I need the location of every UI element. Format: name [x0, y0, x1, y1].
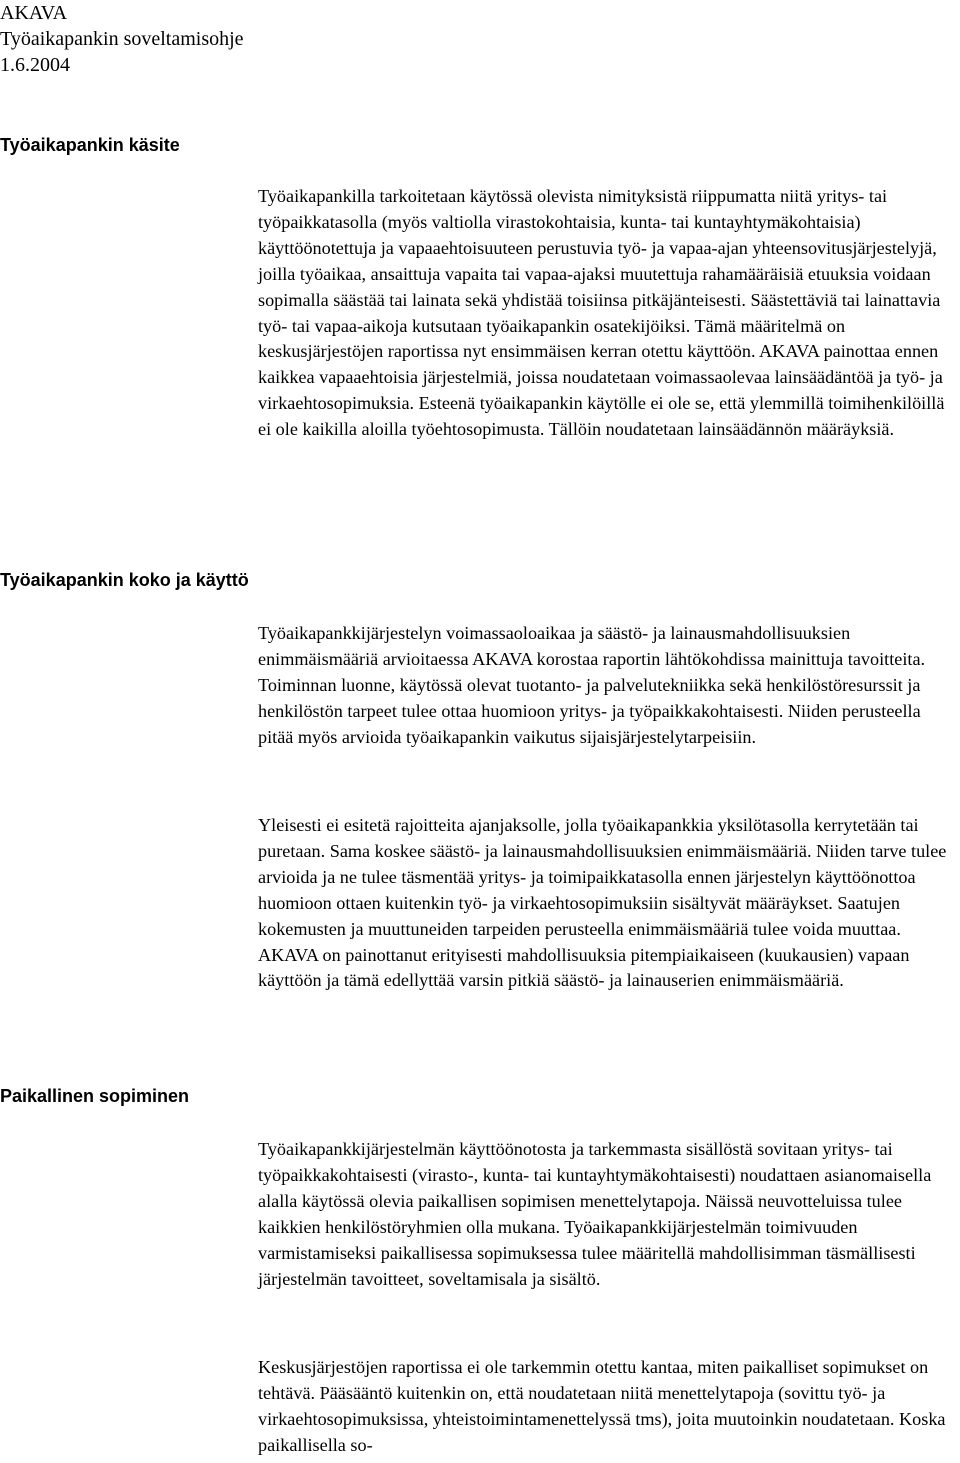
section-body-concept [258, 184, 960, 443]
section-heading-size-and-use: Työaikapankin koko ja käyttö [0, 570, 249, 590]
section-body-local-agreement-2 [258, 1355, 960, 1459]
section-body-size-and-use-2 [258, 813, 960, 994]
section-heading-concept: Työaikapankin käsite [0, 135, 180, 155]
paragraph: Yleisesti ei esitetä rajoitteita ajanjaksolle, jolla työaikapankkia yksilötasolla kerrytetään tai puretaan. Sama koskee säästö- ja lainausmahdollisuuksien enimmäismääriä. Niiden tarve tulee arvioida ja ne tulee täsmentää yritys- ja toimipaikkatasolla ennen järjestelyn käyttöönottoa huomioon ottaen kuitenkin työ- ja virkaehtosopimuksiin sisältyvät määräykset. Saatujen kokemusten ja muuttuneiden tarpeiden perusteella enimmäismääriä tulee voida muuttaa. AKAVA on painottanut erityisesti mahdollisuuksia pitempiaikaiseen (kuukausien) vapaan käyttöön ja tämä edellyttää varsin pitkiä säästö- ja lainauserien enimmäismääriä. [258, 815, 947, 991]
section-body-local-agreement-1 [258, 1137, 960, 1292]
document-title: Työaikapankin soveltamisohje [0, 28, 244, 50]
organization-name: AKAVA [0, 2, 68, 24]
document-header [0, 0, 244, 78]
section-heading-local-agreement: Paikallinen sopiminen [0, 1086, 190, 1106]
paragraph: Työaikapankkijärjestelmän käyttöönotosta ja tarkemmasta sisällöstä sovitaan yritys- tai työpaikkakohtaisesti (virasto-, kunta- tai kuntayhtymäkohtaisesti) noudattaen asianomaisella alalla käytössä olevia paikallisen sopimisen menettelytapoja. Näissä neuvotteluissa tulee kaikkien henkilöstöryhmien olla mukana. Työaikapankkijärjestelmän toimivuuden varmistamiseksi paikallisessa sopimuksessa tulee määritellä mahdollisimman täsmällisesti järjestelmän tavoitteet, soveltamisala ja sisältö. [258, 1139, 932, 1289]
document-date: 1.6.2004 [0, 54, 70, 76]
paragraph: Työaikapankilla tarkoitetaan käytössä olevista nimityksistä riippumatta niitä yritys- tai työpaikkatasolla (myös valtiolla virastokohtaisia, kunta- tai kuntayhtymäkohtaisia) käyttöönotettuja ja vapaaehtoisuuteen perustuvia työ- ja vapaa-ajan yhteensovitusjärjestelyjä, joilla työaikaa, ansaittuja vapaita tai vapaa-ajaksi muutettuja rahamääräisiä etuuksia voidaan sopimalla säästää tai lainata sekä yhdistää toisiinsa pitkäjänteisesti. Säästettäviä tai lainattavia työ- tai vapaa-aikoja kutsutaan työaikapankin osatekijöiksi. Tämä määritelmä on keskusjärjestöjen raportissa nyt ensimmäisen kerran otettu käyttöön. AKAVA painottaa ennen kaikkea vapaaehtoisia järjestelmiä, joissa noudatetaan voimassaolevaa lainsäädäntöä ja työ- ja virkaehtosopimuksia. Esteenä työaikapankin käytölle ei ole se, että ylemmillä toimihenkilöillä ei ole kaikilla aloilla työehtosopimusta. Tällöin noudatetaan lainsäädännön määräyksiä. [258, 186, 945, 440]
section-body-size-and-use-1 [258, 621, 960, 751]
paragraph: Keskusjärjestöjen raportissa ei ole tarkemmin otettu kantaa, miten paikalliset sopimukset on tehtävä. Pääsääntö kuitenkin on, että noudatetaan niitä menettelytapoja (sovittu työ- ja virkaehtosopimuksissa, yhteistoimintamenettelyssä tms), joita muutoinkin noudatetaan. Koska paikallisella so- [258, 1357, 946, 1455]
paragraph: Työaikapankkijärjestelyn voimassaoloaikaa ja säästö- ja lainausmahdollisuuksien enimmäismääriä arvioitaessa AKAVA korostaa raportin lähtökohdissa mainittuja tavoitteita. Toiminnan luonne, käytössä olevat tuotanto- ja palvelutekniikka sekä henkilöstöresurssit ja henkilöstön tarpeet tulee ottaa huomioon yritys- ja työpaikkakohtaisesti. Niiden perusteella pitää myös arvioida työaikapankin vaikutus sijaisjärjestelytarpeisiin. [258, 623, 926, 747]
